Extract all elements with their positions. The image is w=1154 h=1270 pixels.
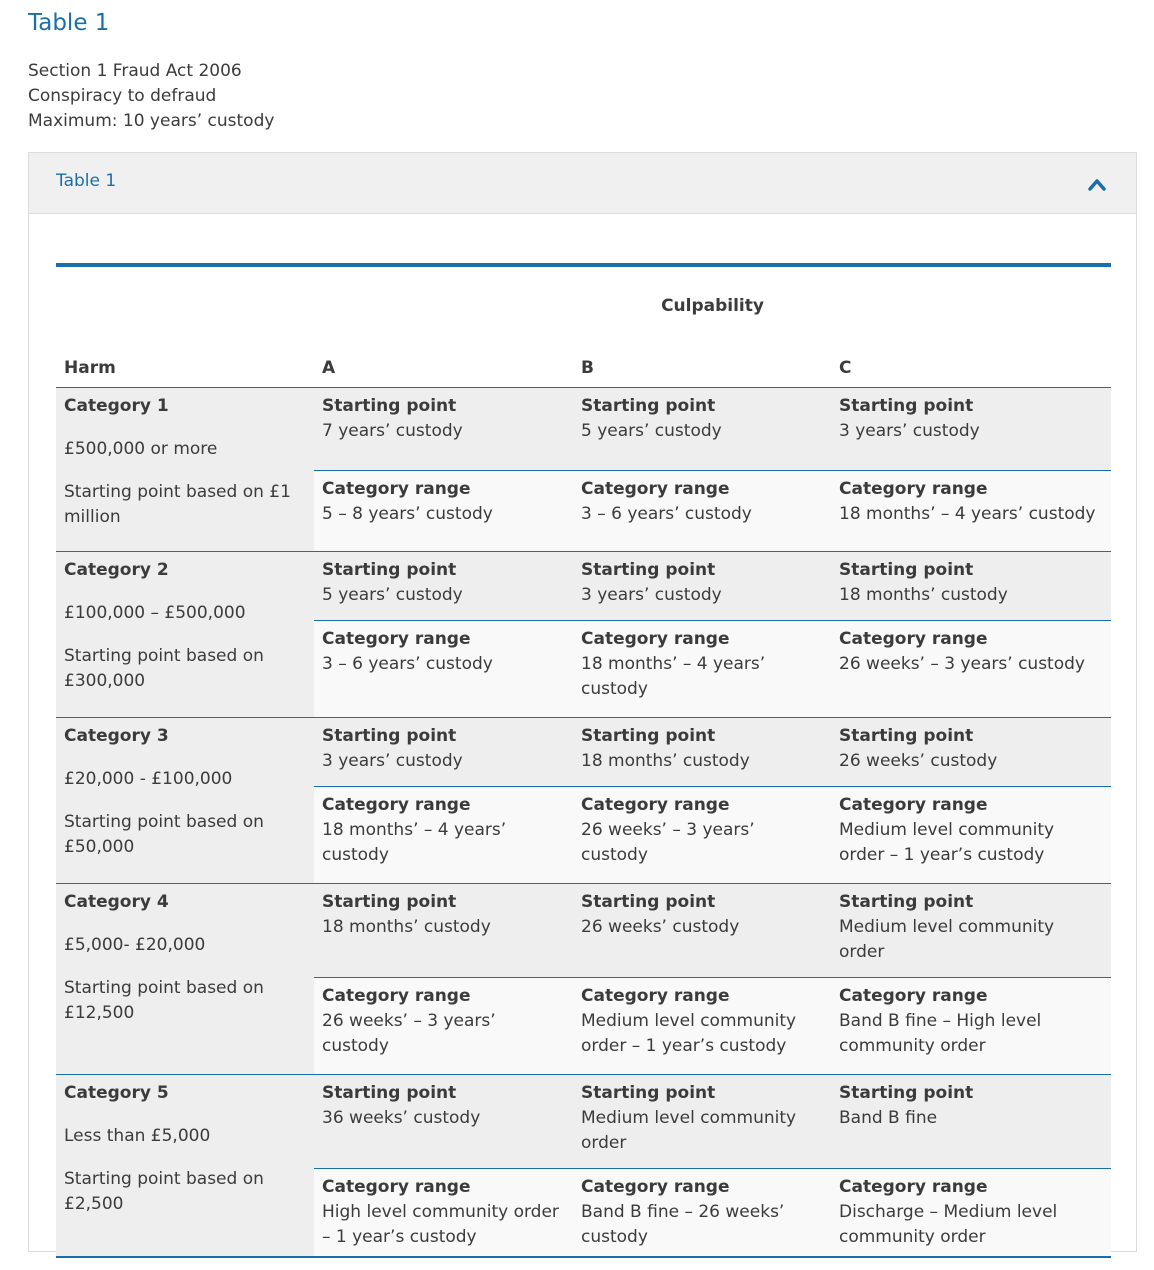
category-range-cell: [314, 978, 573, 1075]
harm-value: £100,000 – £500,000: [64, 603, 246, 623]
starting-point-label: Starting point: [581, 1083, 716, 1103]
starting-point-label: Starting point: [581, 560, 716, 580]
harm-header: Harm: [64, 358, 116, 378]
category-range-label: Category range: [322, 795, 471, 815]
culpability-header: Culpability: [661, 296, 764, 316]
category-range-value: Medium level community order – 1 year’s custody: [581, 1011, 797, 1056]
starting-point-value: 3 years’ custody: [581, 585, 722, 605]
harm-cell: [56, 1075, 314, 1257]
starting-point-cell: [314, 1075, 573, 1169]
harm-category: Category 5: [64, 1083, 169, 1103]
starting-point-cell: [314, 388, 573, 471]
column-header-c: C: [839, 358, 852, 378]
harm-value: £20,000 - £100,000: [64, 769, 233, 789]
category-range-value: 26 weeks’ – 3 years’ custody: [322, 1011, 496, 1056]
starting-point-cell: [831, 552, 1111, 621]
harm-cell: [56, 388, 314, 552]
starting-point-label: Starting point: [322, 892, 457, 912]
category-range-value: 26 weeks’ – 3 years’ custody: [581, 820, 755, 865]
category-range-cell: [831, 471, 1111, 552]
category-range-cell: [573, 621, 831, 718]
chevron-up-icon[interactable]: [1088, 177, 1106, 191]
starting-point-cell: [573, 718, 831, 787]
harm-cell: [56, 718, 314, 884]
category-range-label: Category range: [322, 479, 471, 499]
harm-category: Category 1: [64, 396, 169, 416]
harm-basis: Starting point based on £2,500: [64, 1169, 264, 1214]
harm-category: Category 4: [64, 892, 169, 912]
category-range-cell: [831, 787, 1111, 884]
harm-category: Category 3: [64, 726, 169, 746]
category-range-label: Category range: [581, 795, 730, 815]
category-range-label: Category range: [839, 479, 988, 499]
harm-category: Category 2: [64, 560, 169, 580]
harm-basis: Starting point based on £50,000: [64, 812, 264, 857]
starting-point-value: 7 years’ custody: [322, 421, 463, 441]
page-title: Table 1: [28, 10, 110, 36]
category-range-value: Band B fine – 26 weeks’ custody: [581, 1202, 785, 1247]
starting-point-label: Starting point: [839, 560, 974, 580]
starting-point-cell: [314, 884, 573, 978]
offence-statute: Section 1 Fraud Act 2006: [28, 61, 242, 81]
harm-basis: Starting point based on £1 million: [64, 482, 291, 527]
category-range-label: Category range: [839, 986, 988, 1006]
starting-point-cell: [831, 1075, 1111, 1169]
category-range-cell: [573, 787, 831, 884]
category-range-label: Category range: [581, 479, 730, 499]
starting-point-label: Starting point: [322, 560, 457, 580]
category-range-label: Category range: [839, 1177, 988, 1197]
table-body: [56, 388, 1111, 1257]
starting-point-cell: [573, 884, 831, 978]
offence-intro: [28, 59, 274, 134]
category-range-cell: [831, 1169, 1111, 1257]
category-range-cell: [314, 471, 573, 552]
category-range-cell: [573, 978, 831, 1075]
starting-point-cell: [831, 718, 1111, 787]
category-range-cell: [831, 978, 1111, 1075]
column-header-b: B: [581, 358, 594, 378]
starting-point-label: Starting point: [581, 396, 716, 416]
harm-value: Less than £5,000: [64, 1126, 211, 1146]
category-range-label: Category range: [322, 986, 471, 1006]
category-range-value: 18 months’ – 4 years’ custody: [322, 820, 507, 865]
starting-point-value: Medium level community order: [839, 917, 1055, 962]
category-range-label: Category range: [839, 795, 988, 815]
starting-point-cell: [831, 388, 1111, 471]
starting-point-cell: [573, 388, 831, 471]
table-row: [56, 1075, 1111, 1169]
column-header-a: A: [322, 358, 336, 378]
starting-point-label: Starting point: [322, 1083, 457, 1103]
category-range-label: Category range: [581, 629, 730, 649]
harm-cell: [56, 884, 314, 1075]
starting-point-label: Starting point: [322, 726, 457, 746]
starting-point-cell: [573, 552, 831, 621]
starting-point-cell: [314, 552, 573, 621]
harm-basis: Starting point based on £12,500: [64, 978, 264, 1023]
starting-point-value: 26 weeks’ custody: [581, 917, 740, 937]
sentencing-table: [56, 263, 1111, 1258]
category-range-cell: [573, 1169, 831, 1257]
starting-point-label: Starting point: [839, 892, 974, 912]
accordion-header[interactable]: [29, 153, 1136, 214]
category-range-label: Category range: [322, 1177, 471, 1197]
starting-point-label: Starting point: [839, 1083, 974, 1103]
starting-point-value: 18 months’ custody: [322, 917, 491, 937]
accordion-title[interactable]: Table 1: [56, 171, 117, 191]
harm-value: £500,000 or more: [64, 439, 218, 459]
starting-point-label: Starting point: [839, 396, 974, 416]
harm-basis: Starting point based on £300,000: [64, 646, 264, 691]
category-range-value: 3 – 6 years’ custody: [322, 654, 493, 674]
starting-point-value: 3 years’ custody: [322, 751, 463, 771]
starting-point-value: 5 years’ custody: [322, 585, 463, 605]
category-range-label: Category range: [581, 1177, 730, 1197]
starting-point-label: Starting point: [581, 892, 716, 912]
category-range-value: 26 weeks’ – 3 years’ custody: [839, 654, 1085, 674]
category-range-cell: [314, 1169, 573, 1257]
category-range-label: Category range: [581, 986, 730, 1006]
table-row: [56, 552, 1111, 621]
category-range-label: Category range: [839, 629, 988, 649]
category-range-value: Discharge – Medium level community order: [839, 1202, 1058, 1247]
starting-point-value: 18 months’ custody: [581, 751, 750, 771]
category-range-cell: [314, 621, 573, 718]
table-row: [56, 388, 1111, 471]
category-range-value: 3 – 6 years’ custody: [581, 504, 752, 524]
category-range-value: High level community order – 1 year’s custody: [322, 1202, 559, 1247]
table-row: [56, 718, 1111, 787]
starting-point-cell: [314, 718, 573, 787]
starting-point-label: Starting point: [322, 396, 457, 416]
starting-point-label: Starting point: [839, 726, 974, 746]
starting-point-value: 3 years’ custody: [839, 421, 980, 441]
category-range-cell: [573, 471, 831, 552]
offence-maximum: Maximum: 10 years’ custody: [28, 111, 275, 131]
category-range-value: 18 months’ – 4 years’ custody: [581, 654, 766, 699]
starting-point-cell: [573, 1075, 831, 1169]
table-accordion: [28, 152, 1137, 1252]
starting-point-cell: [831, 884, 1111, 978]
starting-point-value: Band B fine: [839, 1108, 938, 1128]
harm-cell: [56, 552, 314, 718]
starting-point-value: Medium level community order: [581, 1108, 797, 1153]
category-range-cell: [831, 621, 1111, 718]
harm-value: £5,000- £20,000: [64, 935, 206, 955]
starting-point-value: 26 weeks’ custody: [839, 751, 998, 771]
category-range-label: Category range: [322, 629, 471, 649]
starting-point-label: Starting point: [581, 726, 716, 746]
starting-point-value: 18 months’ custody: [839, 585, 1008, 605]
category-range-value: Medium level community order – 1 year’s custody: [839, 820, 1055, 865]
starting-point-value: 5 years’ custody: [581, 421, 722, 441]
table-row: [56, 884, 1111, 978]
category-range-value: 5 – 8 years’ custody: [322, 504, 493, 524]
category-range-value: Band B fine – High level community order: [839, 1011, 1042, 1056]
category-range-cell: [314, 787, 573, 884]
category-range-value: 18 months’ – 4 years’ custody: [839, 504, 1096, 524]
starting-point-value: 36 weeks’ custody: [322, 1108, 481, 1128]
offence-name: Conspiracy to defraud: [28, 86, 217, 106]
